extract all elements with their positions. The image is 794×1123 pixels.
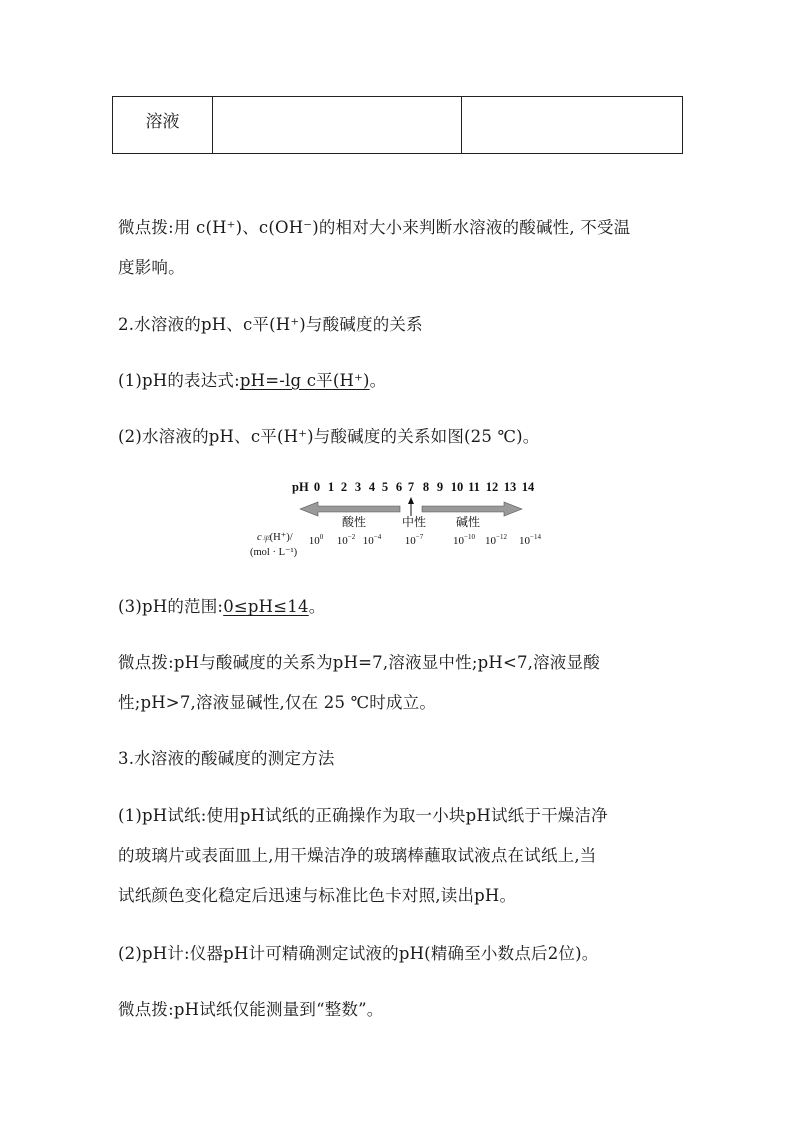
ph-tick-label: 8 [422, 480, 430, 494]
concentration-value: $10^{-2}$ [336, 533, 356, 547]
empty-cell [213, 97, 462, 154]
concentration-value: $10^{-7}$ [404, 533, 424, 547]
section-4-line: 试纸颜色变化稳定后迅速与标准比色卡对照,读出pH。 [118, 886, 517, 905]
section-4 [118, 796, 698, 916]
heading-2: 2.水溶液的pH、c平(H⁺)与酸碱度的关系 [118, 315, 423, 334]
section-5: (2)pH计:仪器pH计可精确测定试液的pH(精确至小数点后2位)。 [118, 944, 599, 963]
ph-tick-label: 10 [450, 480, 464, 494]
concentration-value: $10^{-4}$ [362, 533, 382, 547]
punct: 。 [369, 371, 387, 390]
tip-paragraph-1 [118, 208, 698, 288]
section-4-line: (1)pH试纸:使用pH试纸的正确操作为取一小块pH试纸于干燥洁净 [118, 806, 608, 825]
tip-line: 度影响。 [118, 258, 185, 277]
ph-tick-label: 11 [468, 480, 480, 494]
ph-tick-label: 3 [354, 480, 362, 494]
concentration-value: $10^0$ [308, 533, 324, 547]
ph-formula: pH=-lg c平(H⁺) [239, 371, 370, 390]
concentration-value: $10^{-14}$ [519, 533, 541, 547]
neutral-arrow [408, 497, 414, 516]
top-table [112, 96, 683, 154]
ph-tick-label: 12 [485, 480, 499, 494]
table-row [113, 97, 683, 154]
ph-scale-diagram [246, 474, 546, 564]
concentration-value: $10^{-10}$ [453, 533, 475, 547]
ph-tick-label: 13 [503, 480, 517, 494]
tip-line: 性;pH>7,溶液显碱性,仅在 25 ℃时成立。 [118, 693, 437, 712]
ph-tick-label: 7 [407, 480, 415, 494]
heading-3: 3.水溶液的酸碱度的测定方法 [118, 749, 335, 768]
base-label: 碱性 [456, 515, 481, 529]
concentration-values [309, 533, 542, 547]
section-1 [118, 361, 698, 401]
punct: 。 [308, 597, 326, 616]
ph-tick-label: 1 [327, 480, 335, 494]
section-4-line: 的玻璃片或表面皿上,用干燥洁净的玻璃棒蘸取试液点在试纸上,当 [118, 846, 597, 865]
tip-line: 微点拨:pH与酸碱度的关系为pH=7,溶液显中性;pH<7,溶液显酸 [118, 653, 600, 672]
section-3-lead: (3)pH的范围: [118, 597, 224, 616]
section-1-lead: (1)pH的表达式: [118, 371, 240, 390]
solution-table [112, 96, 683, 154]
ph-range: 0≤pH≤14 [223, 597, 309, 616]
ph-tick-label: 6 [395, 480, 403, 494]
empty-cell [462, 97, 683, 154]
acid-arrow [300, 502, 400, 516]
ph-tick-label: 0 [313, 480, 321, 494]
acid-label: 酸性 [342, 515, 367, 529]
concentration-axis-label: c平(H⁺)/ [257, 532, 293, 544]
tip-paragraph-3: 微点拨:pH试纸仅能测量到“整数”。 [118, 1000, 384, 1019]
neutral-label: 中性 [402, 515, 427, 529]
base-arrow [422, 502, 522, 516]
ph-tick-label: 2 [340, 480, 348, 494]
ph-tick-label: 5 [381, 480, 389, 494]
ph-tick-label: 4 [368, 480, 376, 494]
concentration-unit-label: (mol · L⁻¹) [250, 547, 298, 558]
ph-label: pH [292, 480, 309, 494]
ph-tick-label: 9 [436, 480, 444, 494]
section-3 [118, 587, 698, 627]
tip-paragraph-2 [118, 643, 698, 723]
concentration-value: $10^{-12}$ [485, 533, 507, 547]
ph-tick-label: 14 [521, 480, 535, 494]
row-label-cell: 溶液 [113, 97, 213, 154]
section-2: (2)水溶液的pH、c平(H⁺)与酸碱度的关系如图(25 ℃)。 [118, 427, 540, 446]
tip-line: 微点拨:用 c(H⁺)、c(OH⁻)的相对大小来判断水溶液的酸碱性, 不受温 [118, 218, 631, 237]
ph-values [314, 480, 535, 494]
